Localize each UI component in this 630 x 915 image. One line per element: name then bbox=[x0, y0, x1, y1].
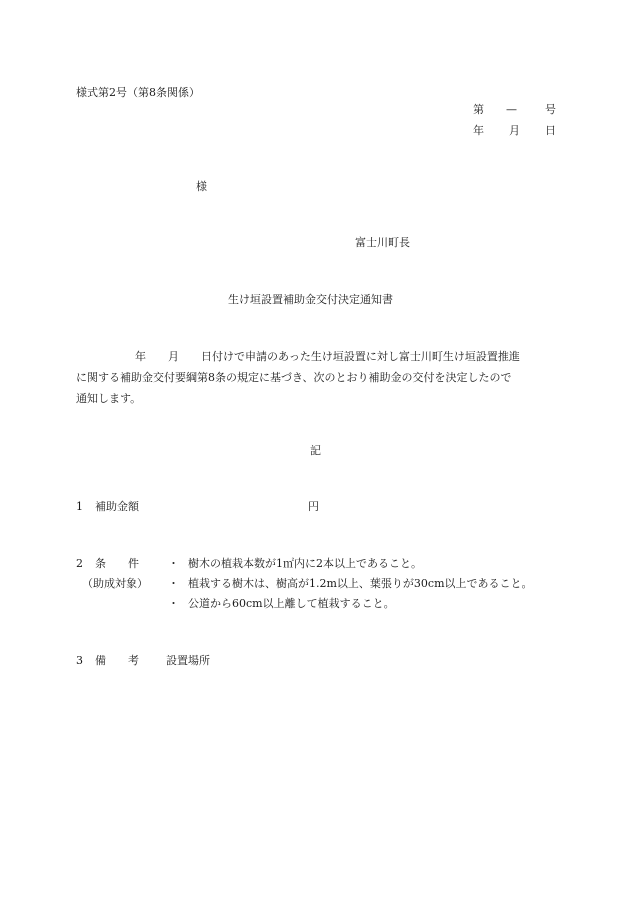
item-number: 1 bbox=[76, 500, 83, 513]
number-suffix: 号 bbox=[545, 103, 556, 116]
sender: 富士川町長 bbox=[355, 236, 410, 249]
ki-heading: 記 bbox=[310, 444, 321, 457]
number-dash: — bbox=[506, 103, 517, 116]
body-line: 年 月 日付けで申請のあった生け垣設置に対し富士川町生け垣設置推進 bbox=[135, 350, 520, 363]
item-sublabel: （助成対象） bbox=[82, 577, 148, 590]
body-line: 通知します。 bbox=[76, 392, 142, 405]
condition-item: 植栽する樹木は、樹高が1.2m以上、葉張りが30cm以上であること。 bbox=[188, 577, 533, 590]
form-id: 様式第2号（第8条関係） bbox=[76, 86, 200, 99]
condition-item: 公道から60cm以上離して植栽すること。 bbox=[188, 597, 395, 610]
amount-unit: 円 bbox=[308, 500, 319, 513]
remarks-value: 設置場所 bbox=[166, 654, 210, 667]
number-prefix: 第 bbox=[473, 103, 484, 116]
body-line: に関する補助金交付要綱第8条の規定に基づき、次のとおり補助金の交付を決定したので bbox=[76, 371, 512, 384]
item-label: 条 件 bbox=[95, 557, 139, 570]
item-number: 3 bbox=[76, 654, 83, 667]
body-paragraph bbox=[76, 346, 556, 409]
date-day: 日 bbox=[545, 124, 556, 137]
item-label: 備 考 bbox=[95, 654, 139, 667]
item-label: 補助金額 bbox=[95, 500, 139, 513]
date-month: 月 bbox=[509, 124, 520, 137]
date-year: 年 bbox=[473, 124, 484, 137]
addressee-suffix: 様 bbox=[196, 180, 207, 193]
condition-item: 樹木の植栽本数が1㎡内に2本以上であること。 bbox=[188, 557, 422, 570]
bullet-icon: ・ bbox=[168, 597, 179, 610]
document-title: 生け垣設置補助金交付決定通知書 bbox=[228, 293, 393, 306]
item-number: 2 bbox=[76, 557, 83, 570]
bullet-icon: ・ bbox=[168, 557, 179, 570]
bullet-icon: ・ bbox=[168, 577, 179, 590]
